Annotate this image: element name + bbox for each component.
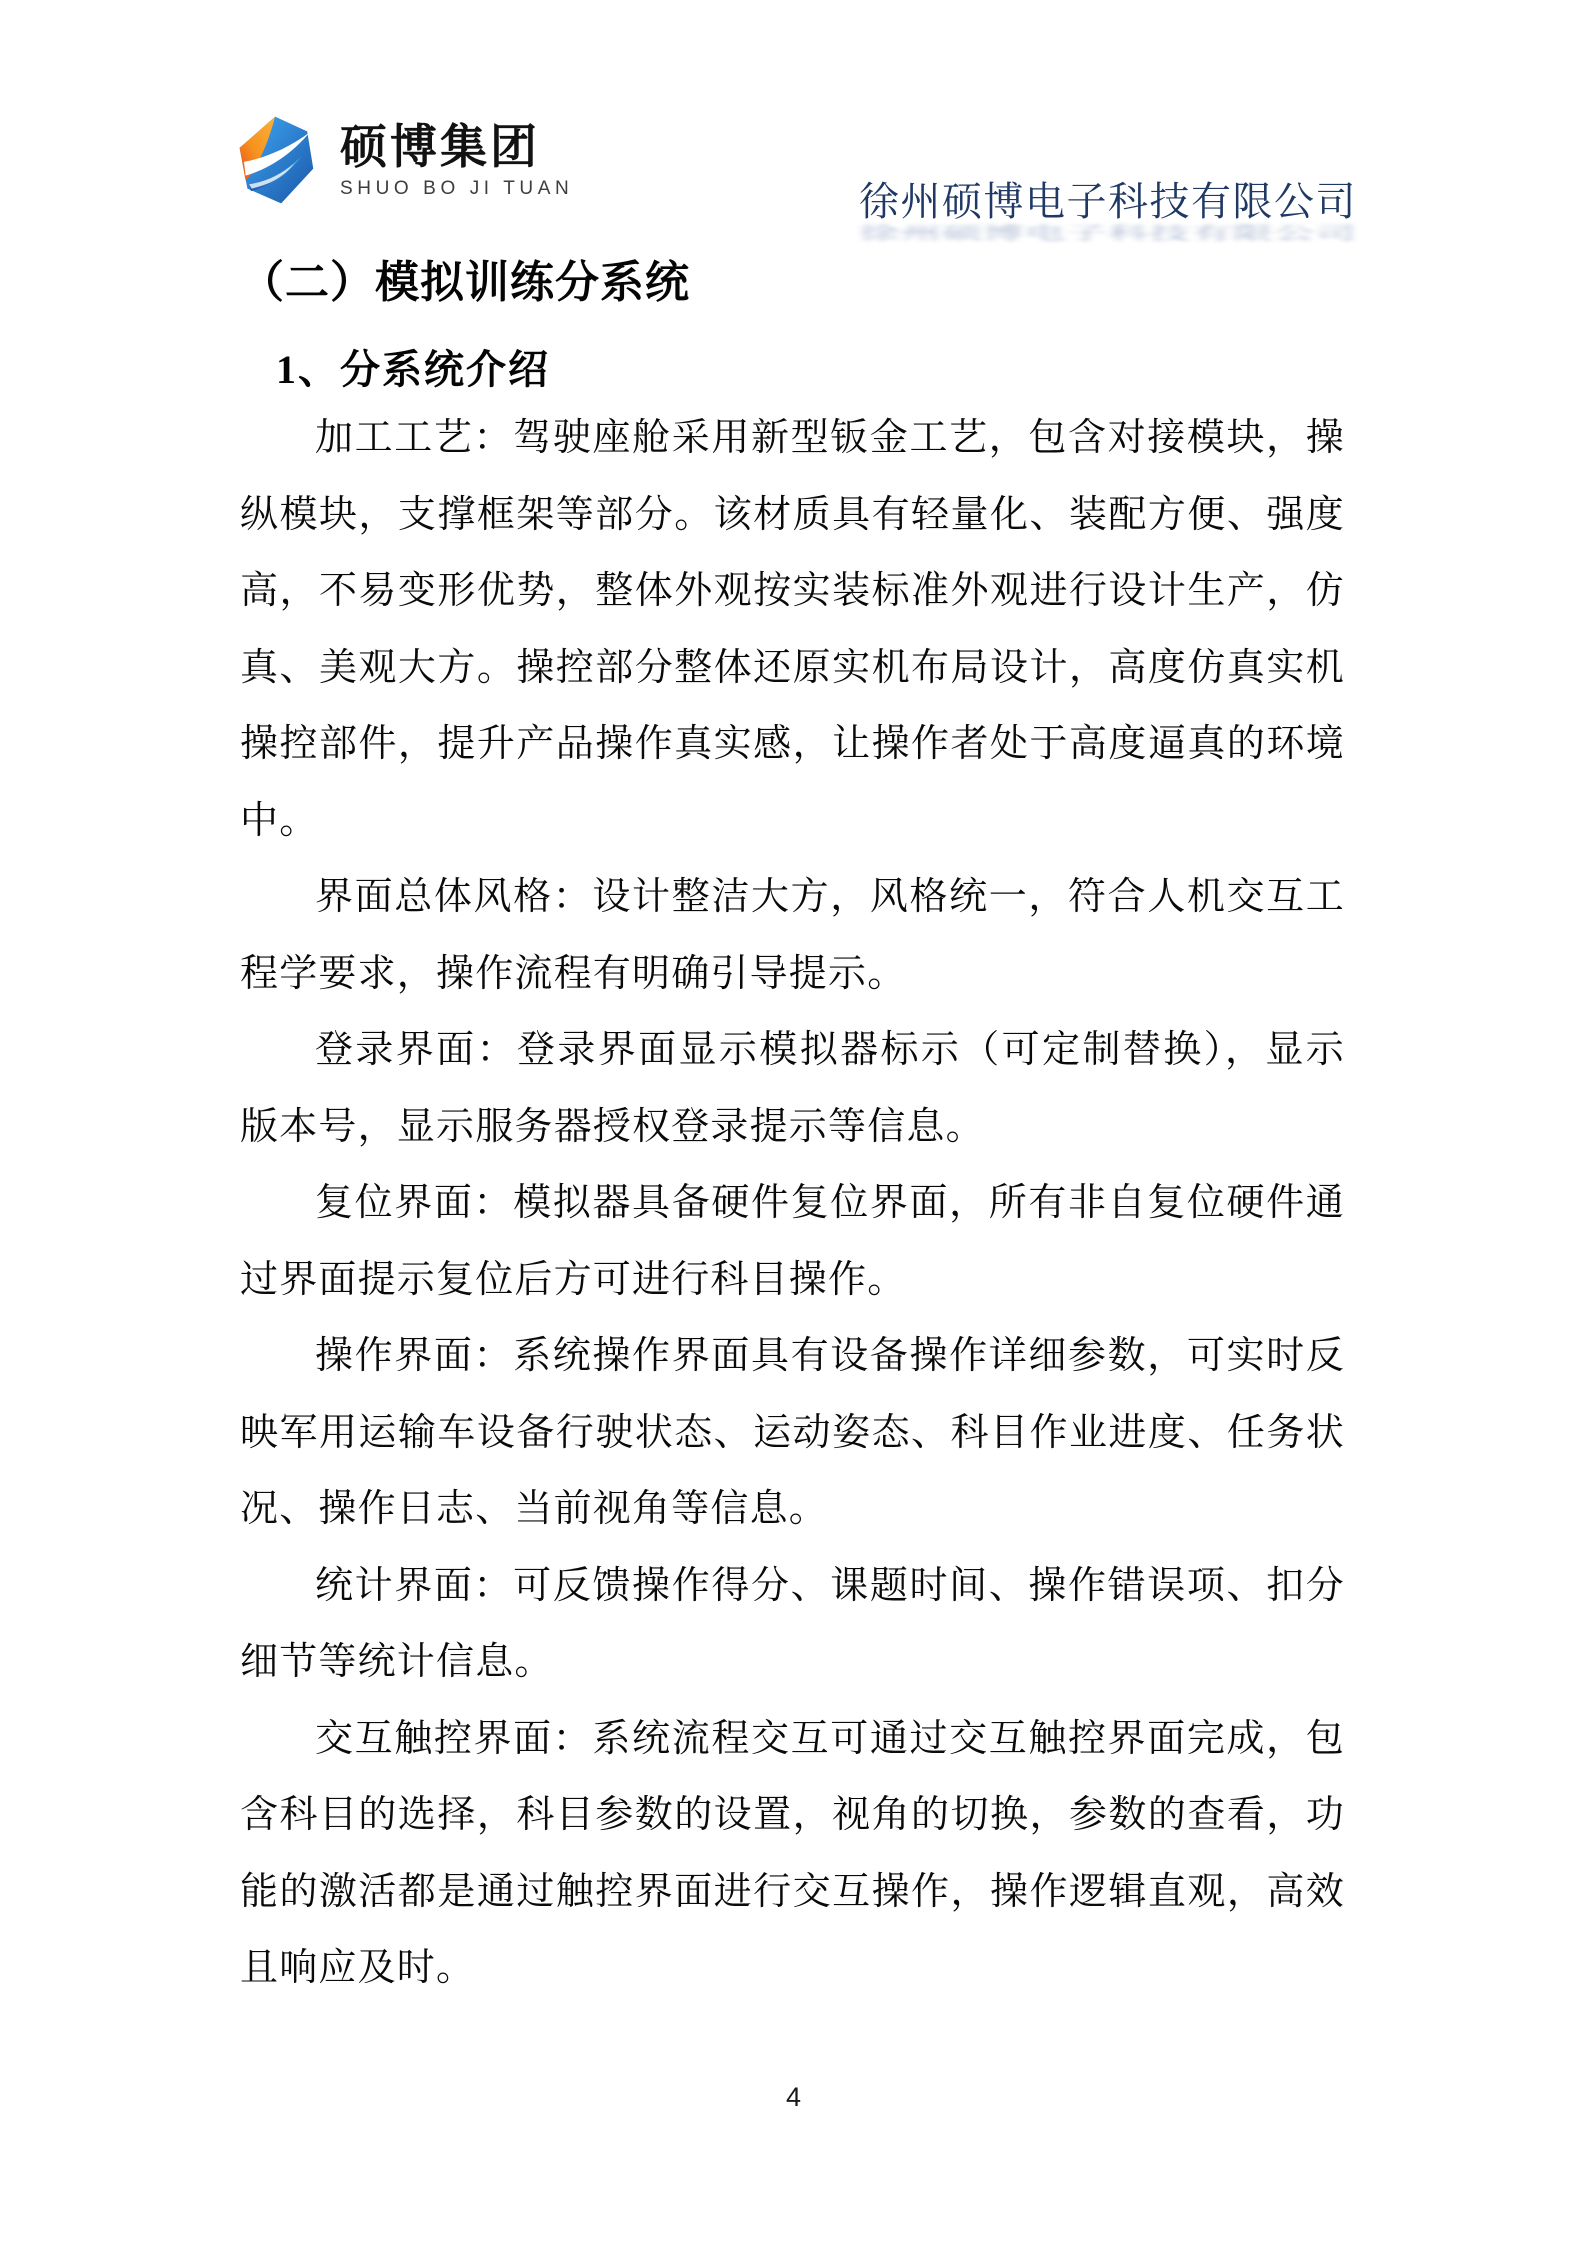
section-title: （二）模拟训练分系统	[240, 258, 690, 307]
paragraph-statistics-screen: 统计界面：可反馈操作得分、课题时间、操作错误项、扣分细节等统计信息。	[240, 1564, 1345, 1683]
header-company-name: 徐州硕博电子科技有限公司	[859, 179, 1357, 224]
logo-company-name-latin: SHUO BO JI TUAN	[340, 178, 574, 199]
logo-company-name: 硕博集团	[340, 120, 540, 173]
paragraph-ui-style: 界面总体风格：设计整洁大方，风格统一，符合人机交互工程学要求，操作流程有明确引导提示。	[240, 876, 1345, 995]
paragraph-login-screen: 登录界面：登录界面显示模拟器标示（可定制替换），显示版本号，显示服务器授权登录提示等信息。	[240, 1029, 1345, 1148]
paragraph-operation-screen: 操作界面：系统操作界面具有设备操作详细参数，可实时反映军用运输车设备行驶状态、运动姿态、科目作业进度、任务状况、操作日志、当前视角等信息。	[240, 1335, 1345, 1530]
header-company-name-ghost: 徐州硕博电子科技有限公司	[859, 223, 1357, 244]
paragraph-reset-screen: 复位界面：模拟器具备硬件复位界面，所有非自复位硬件通过界面提示复位后方可进行科目操作。	[240, 1182, 1345, 1301]
paragraph-touch-interaction-screen: 交互触控界面：系统流程交互可通过交互触控界面完成，包含科目的选择，科目参数的设置，视角的切换，参数的查看，功能的激活都是通过触控界面进行交互操作，操作逻辑直观，高效且响应及时。	[240, 1717, 1345, 1989]
paragraph-manufacturing-process: 加工工艺：驾驶座舱采用新型钣金工艺，包含对接模块，操纵模块，支撑框架等部分。该材质具有轻量化、装配方便、强度高，不易变形优势，整体外观按实装标准外观进行设计生产，仿真、美观大方。操控部分整体还原实机布局设计，高度仿真实机操控部件，提升产品操作真实感，让操作者处于高度逼真的环境中。	[240, 417, 1345, 842]
page-number: 4	[785, 2082, 802, 2112]
subsection-title: 1、分系统介绍	[276, 347, 550, 392]
document-body	[240, 0, 1345, 2007]
